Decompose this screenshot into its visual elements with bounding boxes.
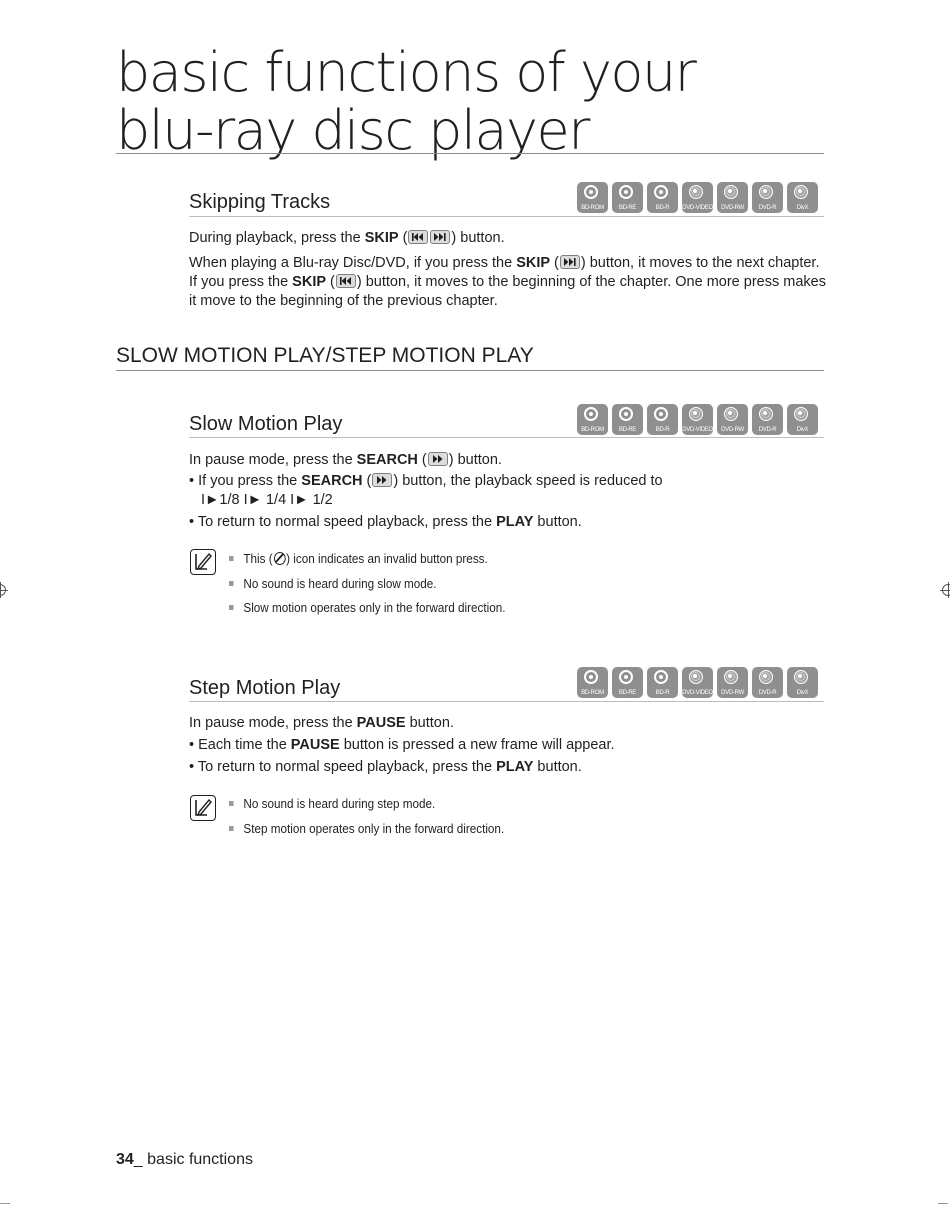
chapter-title-line-2: blu-ray disc player: [116, 99, 589, 162]
disc-compatibility-icons: [577, 182, 818, 213]
disc-compatibility-icons: [577, 667, 818, 698]
dvd-r-disc-icon: DVD-R: [752, 182, 783, 213]
bd-rom-disc-icon: BD-ROM: [577, 404, 608, 435]
search-forward-icon: [428, 452, 448, 466]
bd-re-disc-icon: BD-RE: [612, 667, 643, 698]
skip-description: When playing a Blu-ray Disc/DVD, if you press the SKIP ( ) button, it moves to the next chapter. If you press the SKIP ( ) button, it moves to the beginning of the chapter. One more press makes it move to the beginning of the previous chapter.: [189, 255, 826, 309]
slow-speed-steps: I►1/8 I► 1/4 I► 1/2: [201, 492, 333, 508]
step-motion-heading: Step Motion Play: [189, 677, 341, 699]
dvd-video-disc-icon: DVD-VIDEO: [682, 667, 713, 698]
dvd-rw-disc-icon: DVD-RW: [717, 182, 748, 213]
disc-compatibility-icons: [577, 404, 818, 435]
crop-mark: [938, 1203, 948, 1204]
chapter-title: [116, 41, 824, 162]
crop-mark: [0, 1203, 10, 1204]
step-motion-rule: [189, 701, 824, 702]
note-item: No sound is heard during step mode.: [229, 795, 504, 820]
page-footer: [116, 1151, 253, 1169]
dvd-r-disc-icon: DVD-R: [752, 404, 783, 435]
bd-rom-disc-icon: BD-ROM: [577, 667, 608, 698]
step-instruction: In pause mode, press the PAUSE button.: [189, 715, 454, 731]
dvd-rw-disc-icon: DVD-RW: [717, 667, 748, 698]
bd-re-disc-icon: BD-RE: [612, 182, 643, 213]
skip-forward-icon: [560, 255, 580, 269]
slow-instruction: In pause mode, press the SEARCH ( ) button.: [189, 452, 502, 468]
note-item: Slow motion operates only in the forward direction.: [229, 599, 505, 624]
dvd-video-disc-icon: DVD-VIDEO: [682, 182, 713, 213]
dvd-video-disc-icon: DVD-VIDEO: [682, 404, 713, 435]
bd-r-disc-icon: BD-R: [647, 667, 678, 698]
registration-mark-right: [942, 584, 950, 596]
bd-re-disc-icon: BD-RE: [612, 404, 643, 435]
bd-r-disc-icon: BD-R: [647, 404, 678, 435]
registration-mark-left: [0, 584, 6, 596]
slow-bullet-speed: • If you press the SEARCH ( ) button, the playback speed is reduced to I►1/8 I► 1/4 I► 1/2: [189, 473, 663, 508]
divx-disc-icon: DivX: [787, 182, 818, 213]
step-bullet-return: • To return to normal speed playback, press the PLAY button.: [189, 759, 582, 775]
skip-back-icon: [336, 274, 356, 288]
note-item: This ( ) icon indicates an invalid button press.: [229, 550, 505, 575]
bd-r-disc-icon: BD-R: [647, 182, 678, 213]
skipping-tracks-rule: [189, 216, 824, 217]
divx-disc-icon: DivX: [787, 667, 818, 698]
search-forward-icon: [372, 473, 392, 487]
note-icon: [190, 795, 216, 821]
invalid-press-icon: [274, 552, 286, 565]
note-item: Step motion operates only in the forward direction.: [229, 820, 504, 845]
section-rule: [116, 370, 824, 371]
slow-motion-heading: Slow Motion Play: [189, 413, 343, 435]
dvd-r-disc-icon: DVD-R: [752, 667, 783, 698]
skip-back-icon: [408, 230, 428, 244]
note-item: No sound is heard during slow mode.: [229, 575, 505, 600]
step-motion-notes: [229, 795, 504, 844]
note-icon: [190, 549, 216, 575]
divx-disc-icon: DivX: [787, 404, 818, 435]
skipping-tracks-heading: Skipping Tracks: [189, 191, 331, 213]
chapter-title-rule: [116, 153, 824, 154]
section-heading: SLOW MOTION PLAY/STEP MOTION PLAY: [116, 344, 534, 367]
chapter-title-line-1: basic functions of your: [116, 41, 696, 104]
slow-bullet-return: • To return to normal speed playback, press the PLAY button.: [189, 514, 582, 530]
skip-instruction: During playback, press the SKIP ( ) button.: [189, 230, 505, 246]
bd-rom-disc-icon: BD-ROM: [577, 182, 608, 213]
step-bullet-frame: • Each time the PAUSE button is pressed a new frame will appear.: [189, 737, 615, 753]
slow-motion-notes: [229, 550, 505, 624]
dvd-rw-disc-icon: DVD-RW: [717, 404, 748, 435]
footer-label: _ basic functions: [133, 1151, 253, 1168]
slow-motion-rule: [189, 437, 824, 438]
page-number: 34: [116, 1151, 134, 1168]
skip-forward-icon: [430, 230, 450, 244]
